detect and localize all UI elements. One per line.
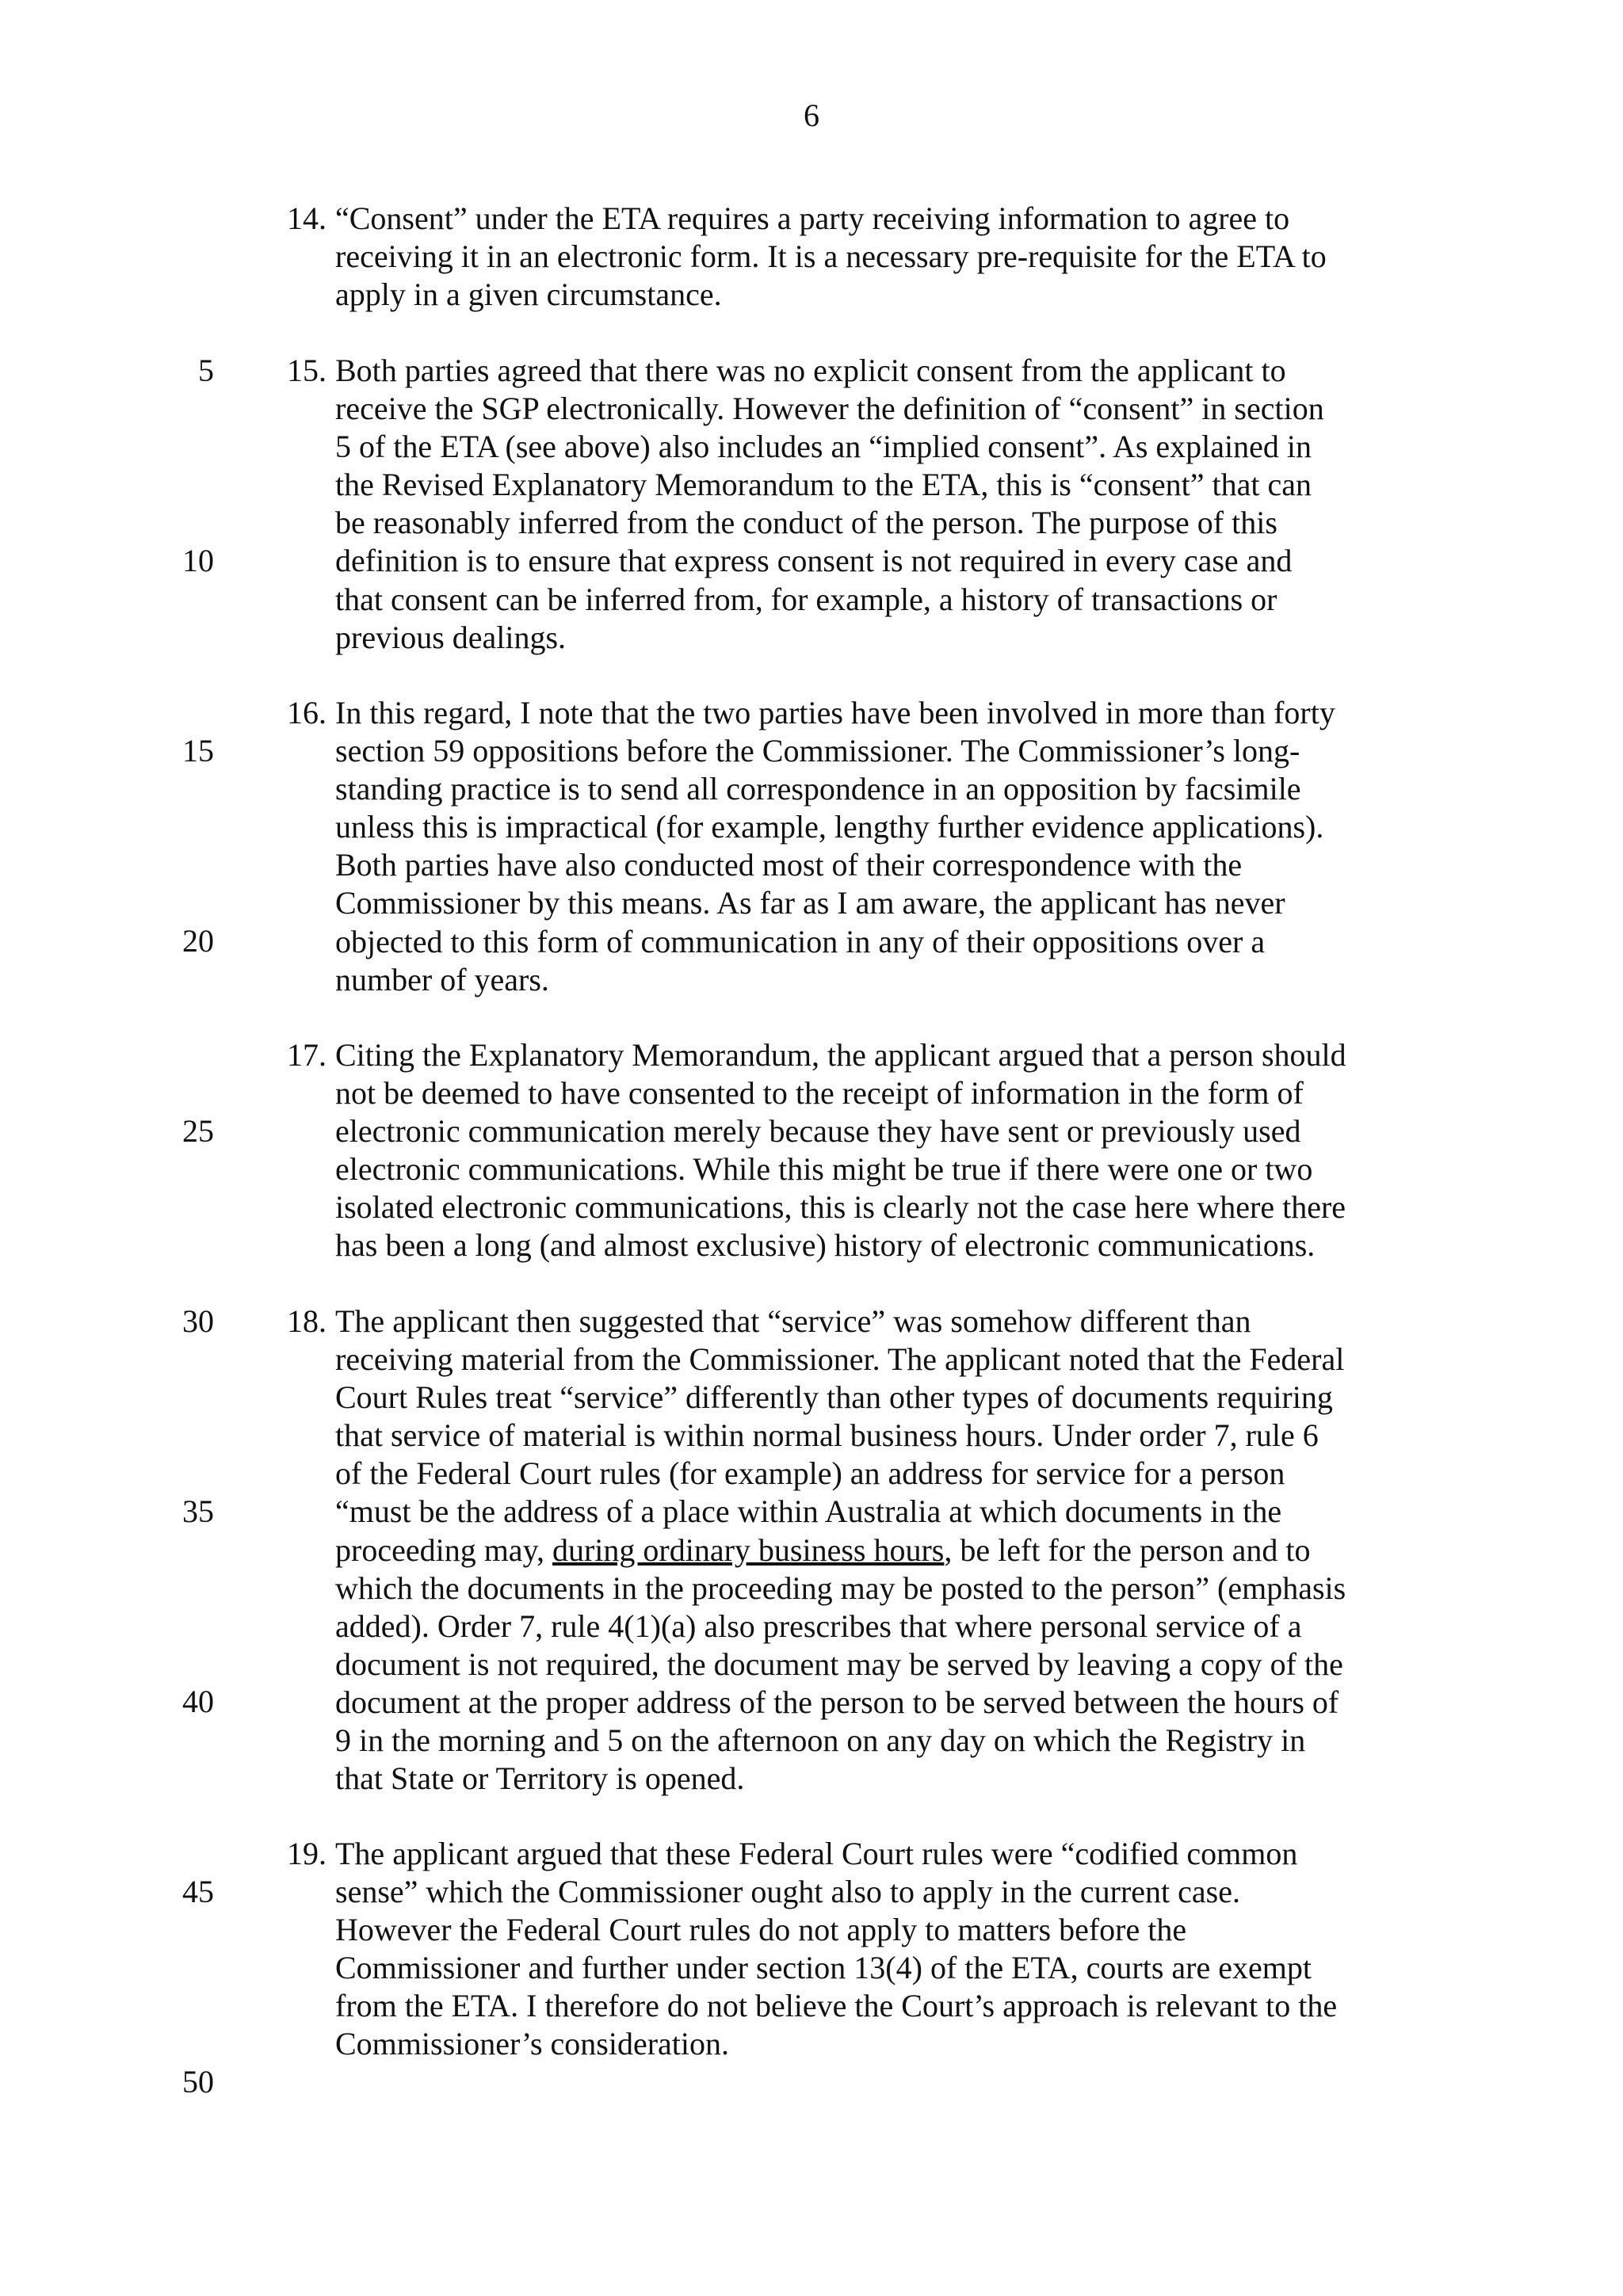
paragraph-line: Commissioner’s consideration. — [335, 2026, 729, 2062]
paragraph-line: that consent can be inferred from, for example, a history of transactions or — [335, 581, 1277, 617]
paragraph-line: receive the SGP electronically. However the definition of “consent” in section — [335, 391, 1324, 427]
paragraph-16 — [287, 694, 1396, 999]
line-number-35: 35 — [182, 1493, 214, 1529]
paragraph-line: In this regard, I note that the two parties have been involved in more than forty — [335, 695, 1335, 730]
line-number-15: 15 — [182, 733, 214, 769]
paragraph-19 — [287, 1835, 1396, 2064]
page-number: 6 — [804, 97, 819, 133]
paragraph-line: apply in a given circumstance. — [335, 277, 722, 313]
paragraph-line: Both parties have also conducted most of their correspondence with the — [335, 847, 1243, 883]
paragraph-line: The applicant argued that these Federal Court rules were “codified common — [335, 1836, 1298, 1871]
paragraph-line: document at the proper address of the person to be served between the hours of — [335, 1684, 1339, 1720]
paragraph-number: 17. — [287, 1037, 327, 1073]
line-text-before: proceeding may, — [335, 1531, 552, 1568]
paragraph-line: document is not required, the document may be served by leaving a copy of the — [335, 1646, 1343, 1682]
paragraph-line: that State or Territory is opened. — [335, 1760, 745, 1797]
paragraph-line: definition is to ensure that express consent is not required in every case and — [335, 543, 1293, 579]
line-number-50: 50 — [182, 2064, 214, 2100]
line-number-10: 10 — [182, 543, 214, 578]
paragraph-number: 16. — [287, 695, 327, 730]
paragraph-line: section 59 oppositions before the Commissioner. The Commissioner’s long- — [335, 733, 1300, 769]
paragraph-line: sense” which the Commissioner ought also to apply in the current case. — [335, 1874, 1240, 1910]
paragraph-line: of the Federal Court rules (for example) an address for service for a person — [335, 1455, 1285, 1492]
paragraph-line: has been a long (and almost exclusive) history of electronic communications. — [335, 1227, 1316, 1264]
paragraph-number: 15. — [287, 353, 327, 388]
paragraph-line: electronic communications. While this might be true if there were one or two — [335, 1151, 1313, 1188]
line-text-after: , be left for the person and to — [944, 1531, 1311, 1568]
line-number-25: 25 — [182, 1113, 214, 1149]
paragraph-line: electronic communication merely because they have sent or previously used — [335, 1113, 1301, 1150]
paragraph-17 — [287, 1036, 1396, 1265]
line-number-40: 40 — [182, 1684, 214, 1719]
paragraph-line: Commissioner by this means. As far as I am aware, the applicant has never — [335, 885, 1285, 921]
paragraph-15 — [287, 352, 1396, 657]
paragraph-line: However the Federal Court rules do not apply to matters before the — [335, 1912, 1187, 1948]
paragraph-line: “must be the address of a place within Australia at which documents in the — [335, 1493, 1282, 1530]
paragraph-line: added). Order 7, rule 4(1)(a) also prescribes that where personal service of a — [335, 1608, 1302, 1644]
paragraph-line: Commissioner and further under section 13(4) of the ETA, courts are exempt — [335, 1950, 1312, 1986]
paragraph-line: 5 of the ETA (see above) also includes an “implied consent”. As explained in — [335, 429, 1312, 465]
paragraph-line-with-emphasis — [287, 1531, 1396, 1569]
paragraph-number: 19. — [287, 1836, 327, 1871]
paragraph-number: 18. — [287, 1303, 327, 1339]
paragraph-line: number of years. — [335, 961, 549, 997]
paragraph-line: previous dealings. — [335, 619, 567, 655]
line-number-20: 20 — [182, 923, 214, 959]
underlined-emphasis: during ordinary business hours — [552, 1531, 945, 1568]
paragraph-line: be reasonably inferred from the conduct of the person. The purpose of this — [335, 505, 1277, 541]
paragraph-line: objected to this form of communication in any of their oppositions over a — [335, 923, 1266, 959]
line-number-30: 30 — [182, 1303, 214, 1339]
paragraph-line: 9 in the morning and 5 on the afternoon on any day on which the Registry in — [335, 1722, 1306, 1759]
paragraph-line: unless this is impractical (for example, lengthy further evidence applications). — [335, 809, 1324, 845]
paragraph-line: standing practice is to send all correspondence in an opposition by facsimile — [335, 771, 1301, 807]
paragraph-line: The applicant then suggested that “service” was somehow different than — [335, 1303, 1251, 1339]
paragraph-line: Court Rules treat “service” differently than other types of documents requiring — [335, 1379, 1333, 1416]
line-number-5: 5 — [198, 353, 214, 388]
line-number-45: 45 — [182, 1874, 214, 1909]
paragraph-14 — [287, 200, 1396, 314]
paragraph-line: receiving material from the Commissioner. The applicant noted that the Federal — [335, 1341, 1345, 1378]
paragraph-line: the Revised Explanatory Memorandum to the ETA, this is “consent” that can — [335, 467, 1312, 503]
paragraph-line: Citing the Explanatory Memorandum, the applicant argued that a person should — [335, 1037, 1346, 1073]
paragraph-number: 14. — [287, 200, 327, 236]
paragraph-line: which the documents in the proceeding may be posted to the person” (emphasis — [335, 1569, 1346, 1606]
paragraph-line: not be deemed to have consented to the receipt of information in the form of — [335, 1075, 1304, 1112]
paragraph-line: isolated electronic communications, this is clearly not the case here where there — [335, 1189, 1346, 1226]
paragraph-18 — [287, 1302, 1396, 1798]
paragraph-line: Both parties agreed that there was no explicit consent from the applicant to — [335, 353, 1286, 388]
paragraph-line: receiving it in an electronic form. It is a necessary pre-requisite for the ETA to — [335, 238, 1327, 275]
paragraph-line: “Consent” under the ETA requires a party receiving information to agree to — [335, 200, 1290, 236]
paragraph-line: from the ETA. I therefore do not believe the Court’s approach is relevant to the — [335, 1988, 1338, 2024]
paragraph-line: that service of material is within normal business hours. Under order 7, rule 6 — [335, 1417, 1319, 1454]
